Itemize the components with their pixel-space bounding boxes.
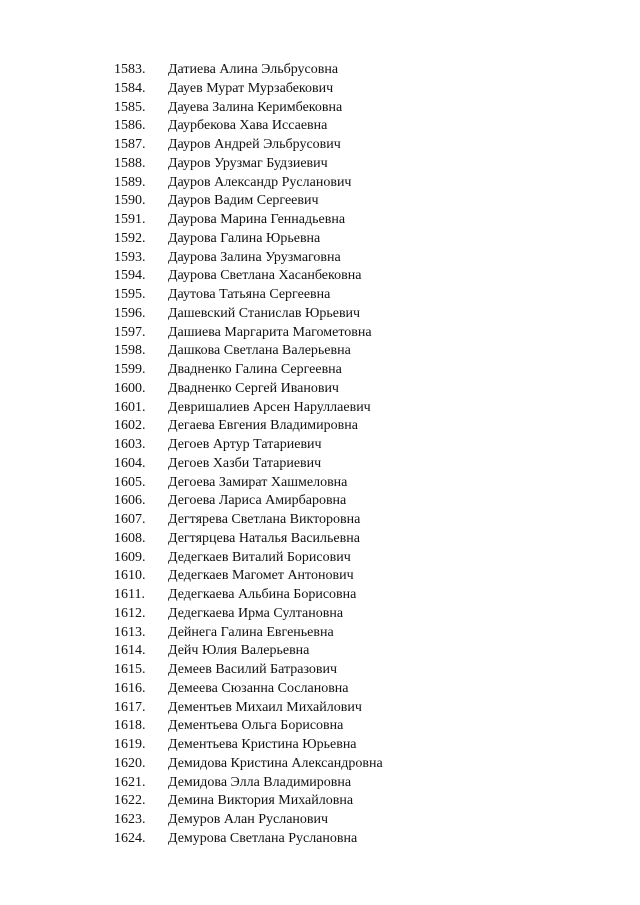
list-item	[0, 380, 640, 399]
entry-name: Дауров Урузмаг Будзиевич	[168, 155, 328, 171]
entry-name: Двадненко Галина Сергеевна	[168, 362, 342, 377]
list-item	[0, 830, 640, 849]
entry-name: Даурова Залина Урузмаговна	[168, 249, 341, 265]
entry-name: Дашиева Маргарита Магометовна	[168, 324, 372, 340]
entry-number: 1589.	[114, 174, 146, 190]
entry-number: 1586.	[114, 118, 146, 134]
entry-number: 1624.	[114, 830, 146, 846]
entry-name: Дауров Александр Русланович	[168, 174, 352, 190]
list-item	[0, 605, 640, 624]
list-item	[0, 455, 640, 474]
entry-number: 1607.	[114, 512, 146, 527]
list-item	[0, 99, 640, 118]
entry-name: Демуров Алан Русланович	[168, 812, 329, 827]
entry-number: 1595.	[114, 287, 146, 302]
entry-number: 1609.	[114, 549, 146, 565]
entry-name: Дедегкаев Магомет Антонович	[168, 568, 354, 584]
entry-number: 1596.	[114, 305, 146, 321]
entry-number: 1606.	[114, 493, 146, 509]
list-item	[0, 774, 640, 793]
list-item	[0, 267, 640, 286]
list-item	[0, 117, 640, 136]
list-item	[0, 399, 640, 418]
entry-name: Дедегкаева Ирма Султановна	[168, 605, 344, 621]
entry-name: Дауров Вадим Сергеевич	[168, 193, 319, 209]
entry-number: 1600.	[114, 380, 146, 396]
list-item	[0, 624, 640, 643]
list-item	[0, 530, 640, 549]
list-item	[0, 342, 640, 361]
entry-number: 1592.	[114, 230, 146, 246]
entry-name: Датиева Алина Эльбрусовна	[168, 62, 339, 77]
list-item	[0, 417, 640, 436]
entry-number: 1621.	[114, 774, 146, 790]
entry-name: Дауева Залина Керимбековна	[168, 99, 343, 115]
entry-number: 1620.	[114, 755, 146, 771]
entry-name: Дедегкаев Виталий Борисович	[168, 549, 351, 565]
list-item	[0, 324, 640, 343]
list-item	[0, 286, 640, 305]
entry-number: 1618.	[114, 718, 146, 734]
entry-name: Даурова Светлана Хасанбековна	[168, 268, 362, 284]
entry-name: Дегоева Лариса Амирбаровна	[168, 493, 347, 509]
entry-number: 1608.	[114, 530, 146, 546]
list-item	[0, 361, 640, 380]
list-item	[0, 474, 640, 493]
entry-number: 1613.	[114, 624, 146, 640]
entry-number: 1594.	[114, 268, 146, 284]
entry-name: Даурова Марина Геннадьевна	[168, 212, 346, 227]
list-item	[0, 492, 640, 511]
entry-name: Дементьев Михаил Михайлович	[168, 699, 362, 715]
list-item	[0, 211, 640, 230]
list-item	[0, 511, 640, 530]
list-item	[0, 305, 640, 324]
entry-number: 1610.	[114, 568, 146, 584]
entry-number: 1619.	[114, 737, 146, 752]
list-item	[0, 136, 640, 155]
entry-number: 1585.	[114, 99, 146, 115]
entry-number: 1617.	[114, 699, 146, 715]
name-list	[0, 61, 640, 849]
list-item	[0, 567, 640, 586]
list-item	[0, 230, 640, 249]
entry-name: Даурова Галина Юрьевна	[168, 230, 321, 246]
entry-number: 1616.	[114, 680, 146, 696]
entry-number: 1603.	[114, 437, 146, 452]
entry-name: Двадненко Сергей Иванович	[168, 380, 339, 396]
list-item	[0, 811, 640, 830]
list-item	[0, 661, 640, 680]
list-item	[0, 792, 640, 811]
list-item	[0, 436, 640, 455]
list-item	[0, 174, 640, 193]
list-item	[0, 755, 640, 774]
entry-name: Дедегкаева Альбина Борисовна	[168, 587, 357, 602]
entry-name: Дауров Андрей Эльбрусович	[168, 137, 341, 152]
entry-number: 1583.	[114, 62, 146, 77]
entry-number: 1615.	[114, 662, 146, 677]
entry-name: Дейч Юлия Валерьевна	[168, 643, 310, 659]
entry-number: 1605.	[114, 474, 146, 490]
entry-number: 1623.	[114, 812, 146, 827]
entry-name: Демина Виктория Михайловна	[168, 793, 354, 809]
entry-number: 1602.	[114, 418, 146, 434]
entry-number: 1591.	[114, 212, 146, 227]
entry-number: 1622.	[114, 793, 146, 809]
entry-number: 1612.	[114, 605, 146, 621]
entry-number: 1593.	[114, 249, 146, 265]
entry-name: Дементьева Ольга Борисовна	[168, 718, 344, 734]
list-item	[0, 680, 640, 699]
list-item	[0, 155, 640, 174]
entry-name: Дашкова Светлана Валерьевна	[168, 343, 351, 359]
list-item	[0, 192, 640, 211]
entry-name: Даурбекова Хава Иссаевна	[168, 118, 328, 134]
list-item	[0, 80, 640, 99]
entry-name: Дегаева Евгения Владимировна	[168, 418, 358, 434]
entry-name: Дауев Мурат Мурзабекович	[168, 80, 334, 96]
list-item	[0, 717, 640, 736]
entry-name: Дейнега Галина Евгеньевна	[168, 624, 334, 640]
entry-number: 1590.	[114, 193, 146, 209]
entry-number: 1604.	[114, 455, 146, 471]
entry-name: Дементьева Кристина Юрьевна	[168, 737, 357, 752]
entry-name: Демеев Василий Батразович	[168, 662, 338, 677]
entry-name: Демидова Элла Владимировна	[168, 774, 352, 790]
entry-number: 1611.	[114, 587, 145, 602]
entry-name: Дегоева Замират Хашмеловна	[168, 474, 348, 490]
list-item	[0, 736, 640, 755]
list-item	[0, 61, 640, 80]
list-item	[0, 549, 640, 568]
entry-name: Демеева Сюзанна Сослановна	[168, 680, 349, 696]
entry-name: Дашевский Станислав Юрьевич	[168, 305, 361, 321]
entry-name: Демидова Кристина Александровна	[168, 755, 383, 771]
entry-name: Дегоев Хазби Татариевич	[168, 455, 322, 471]
entry-name: Даутова Татьяна Сергеевна	[168, 287, 331, 302]
list-item	[0, 642, 640, 661]
entry-number: 1614.	[114, 643, 146, 659]
entry-number: 1588.	[114, 155, 146, 171]
entry-number: 1587.	[114, 137, 146, 152]
list-item	[0, 249, 640, 268]
entry-name: Девришалиев Арсен Наруллаевич	[168, 399, 371, 415]
entry-name: Демурова Светлана Руслановна	[168, 830, 358, 846]
entry-number: 1601.	[114, 399, 146, 415]
entry-number: 1584.	[114, 80, 146, 96]
entry-number: 1597.	[114, 324, 146, 340]
list-item	[0, 699, 640, 718]
entry-number: 1599.	[114, 362, 146, 377]
entry-name: Дегоев Артур Татариевич	[168, 437, 322, 452]
entry-number: 1598.	[114, 343, 146, 359]
entry-name: Дегтярева Светлана Викторовна	[168, 512, 361, 527]
list-item	[0, 586, 640, 605]
entry-name: Дегтярцева Наталья Васильевна	[168, 530, 360, 546]
